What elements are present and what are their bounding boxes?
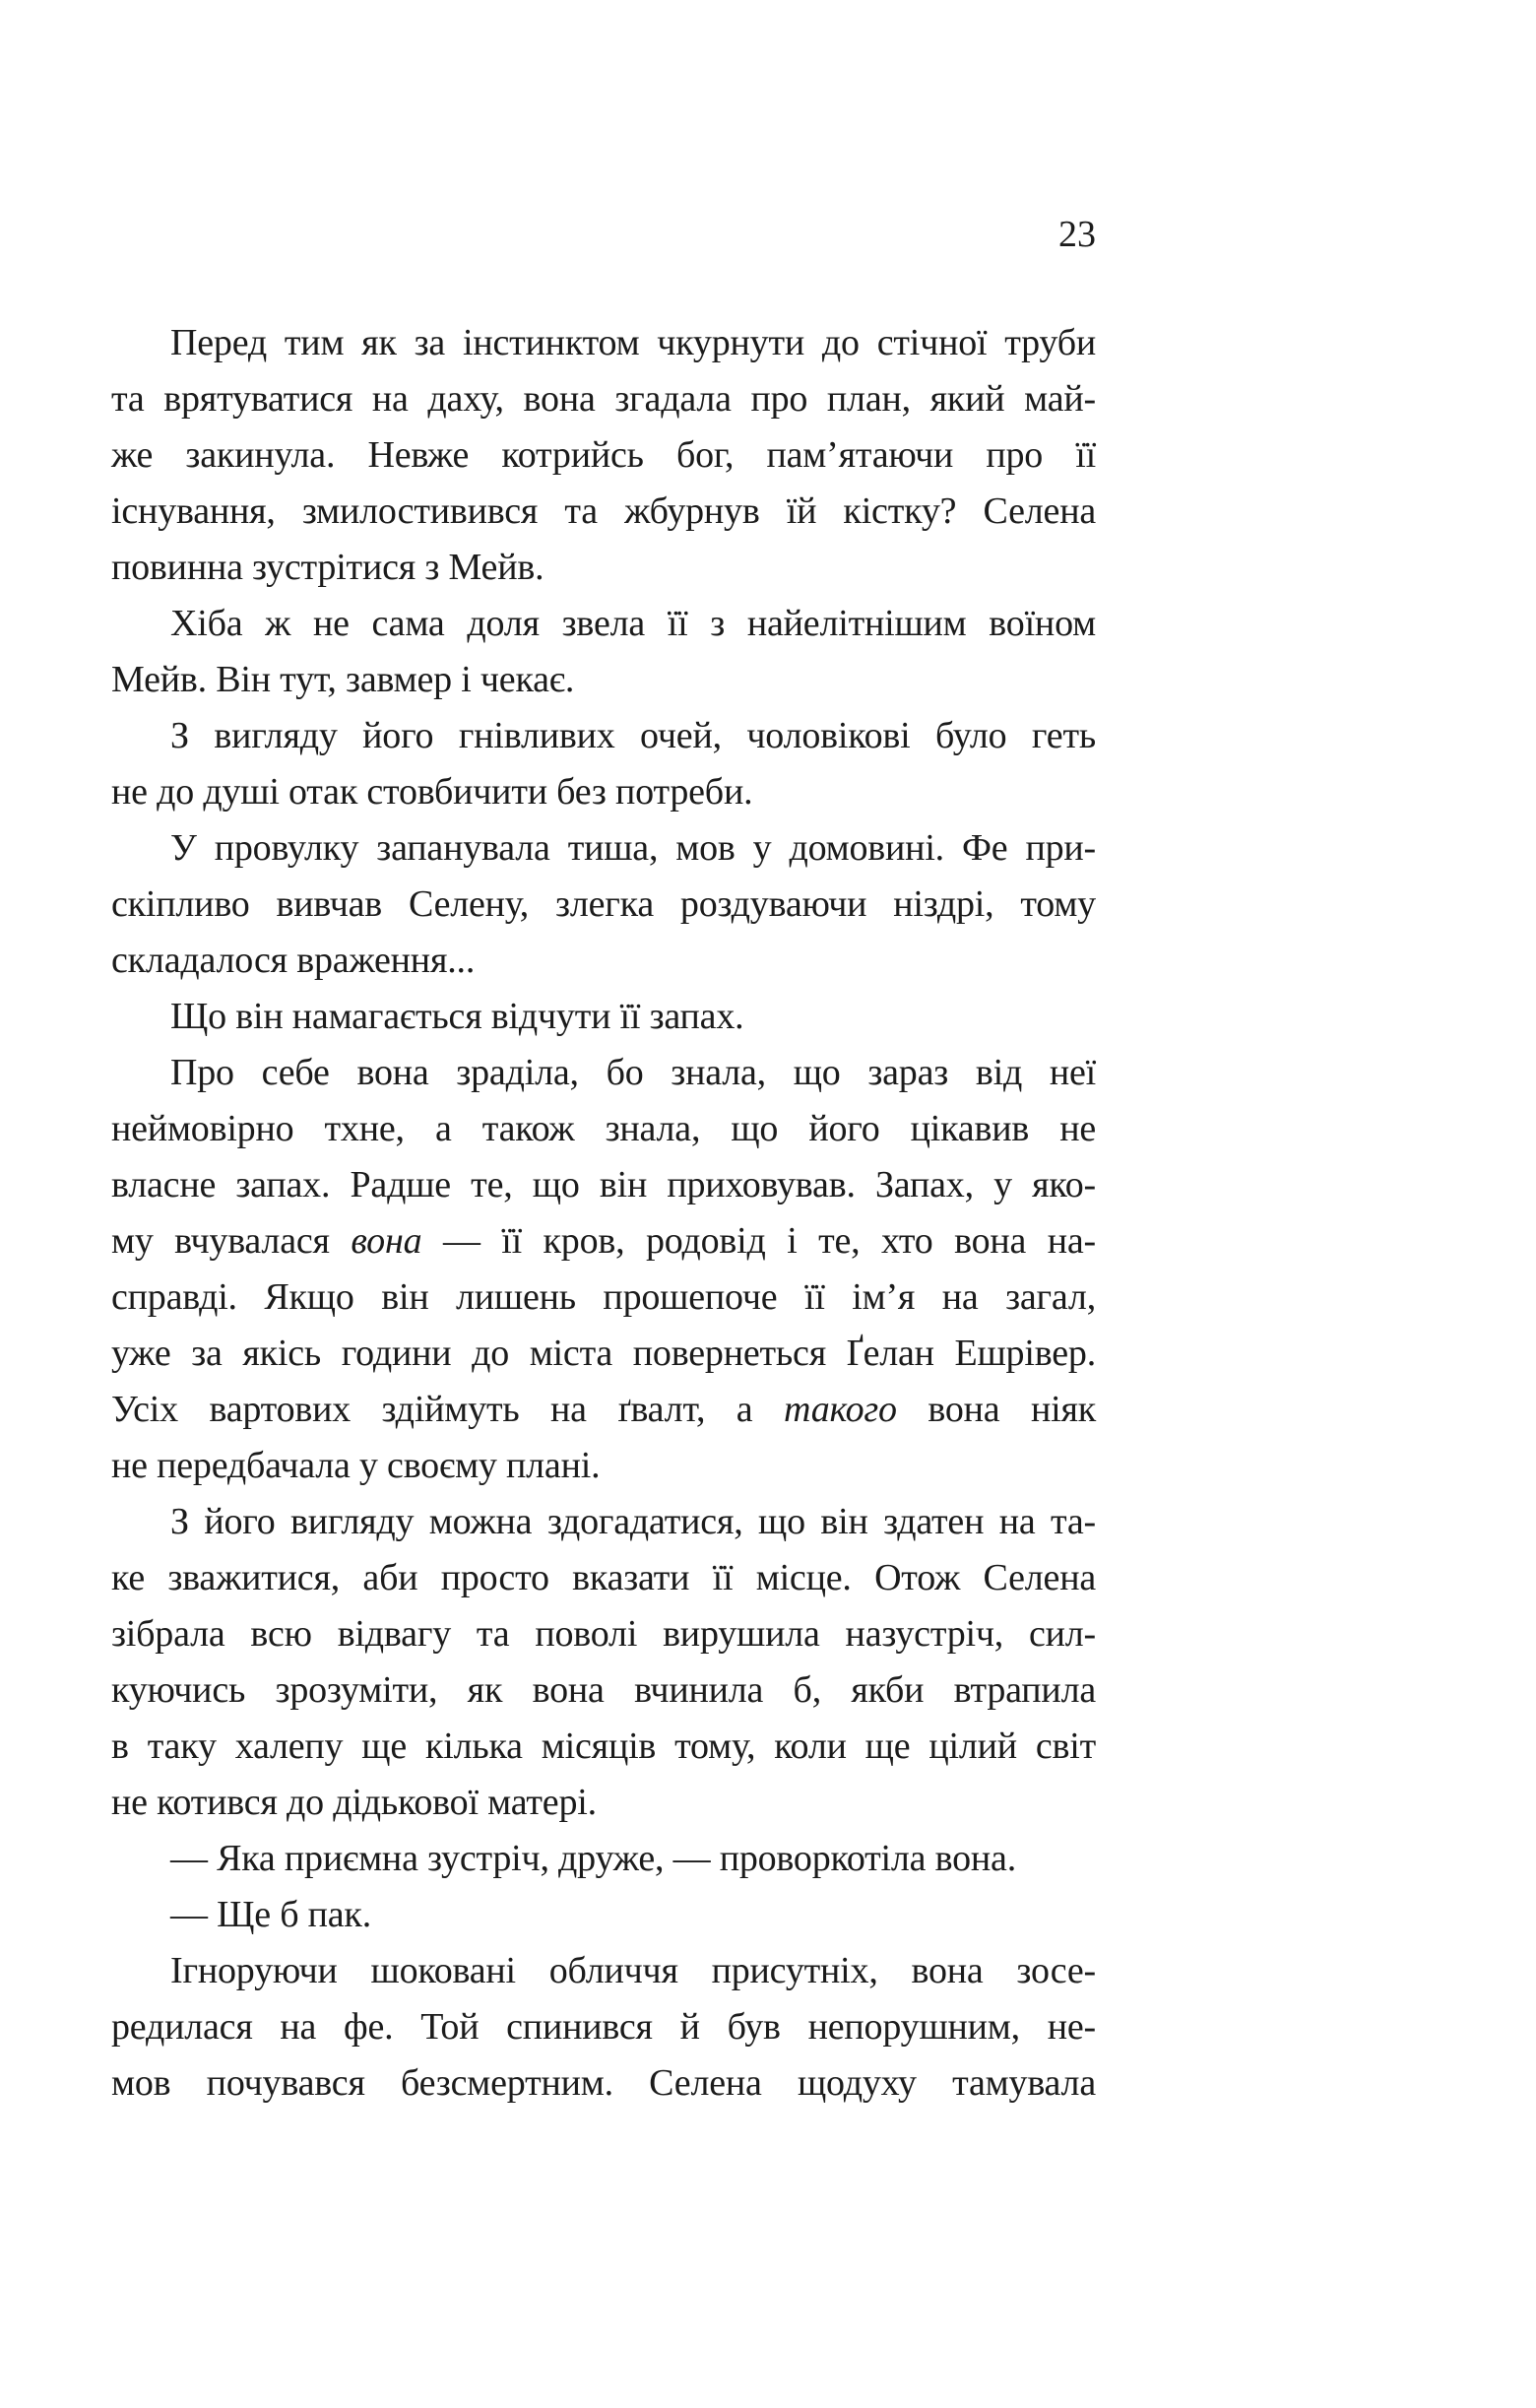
body-text — [111, 315, 1096, 2112]
text-segment: Усіх вартових здіймуть на ґвалт, а — [111, 1389, 784, 1430]
text-line: не передбачала у своєму плані. — [111, 1445, 601, 1486]
page-number: 23 — [1058, 214, 1096, 255]
text-segment: му вчувалася — [111, 1220, 352, 1262]
text-line: куючись зрозуміти, як вона вчинила б, якби втрапила — [111, 1669, 1096, 1711]
text-line: Перед тим як за інстинктом чкурнути до стічної труби — [170, 322, 1096, 363]
text-segment: — її кров, родовід і те, хто вона на- — [421, 1220, 1096, 1262]
text-line: З його вигляду можна здогадатися, що він здатен на та- — [170, 1501, 1096, 1542]
text-line — [111, 1382, 1096, 1438]
text-line: У провулку запанувала тиша, мов у домовині. Фе при- — [170, 827, 1096, 869]
text-line: існування, змилостивився та жбурнув їй кістку? Селена — [111, 490, 1096, 532]
text-line: ке зважитися, аби просто вказати її місце. Отож Селена — [111, 1557, 1096, 1598]
text-line: зібрала всю відвагу та поволі вирушила назустріч, сил- — [111, 1613, 1096, 1655]
text-line: же закинула. Невже котрийсь бог, пам’ятаючи про її — [111, 434, 1096, 476]
text-line: мов почувався безсмертним. Селена щодуху тамувала — [111, 2062, 1096, 2104]
text-segment: вона ніяк — [896, 1389, 1096, 1430]
text-line: не до душі отак стовбичити без потреби. — [111, 771, 753, 813]
text-line: скіпливо вивчав Селену, злегка роздуваючи ніздрі, тому — [111, 883, 1096, 925]
text-line: Хіба ж не сама доля звела її з найелітнішим воїном — [170, 603, 1096, 644]
text-line: повинна зустрітися з Мейв. — [111, 547, 544, 588]
text-line: та врятуватися на даху, вона згадала про план, який май- — [111, 378, 1096, 420]
text-line: Ігноруючи шоковані обличчя присутніх, вона зосе- — [170, 1950, 1096, 1991]
text-line: неймовірно тхне, а також знала, що його цікавив не — [111, 1108, 1096, 1149]
text-segment-italic: такого — [783, 1389, 897, 1430]
text-line: в таку халепу ще кілька місяців тому, коли ще цілий світ — [111, 1725, 1096, 1767]
text-line: — Яка приємна зустріч, друже, — проворкотіла вона. — [170, 1838, 1017, 1879]
text-line: складалося враження... — [111, 940, 476, 981]
text-line — [111, 1213, 1096, 1269]
text-segment-italic: вона — [351, 1220, 422, 1262]
text-line: З вигляду його гнівливих очей, чоловікові було геть — [170, 715, 1096, 756]
text-line: редилася на фе. Той спинився й був непорушним, не- — [111, 2006, 1096, 2048]
text-line: Про себе вона зраділа, бо знала, що зараз від неї — [170, 1052, 1096, 1093]
text-line: — Ще б пак. — [170, 1894, 371, 1935]
text-line: власне запах. Радше те, що він приховував. Запах, у яко- — [111, 1164, 1096, 1205]
text-line: Що він намагається відчути її запах. — [170, 996, 744, 1037]
text-line: не котився до дідькової матері. — [111, 1782, 597, 1823]
text-line: уже за якісь години до міста повернеться Ґелан Ешрівер. — [111, 1333, 1096, 1374]
text-line: справді. Якщо він лишень прошепоче її ім’я на загал, — [111, 1276, 1096, 1318]
text-line: Мейв. Він тут, завмер і чекає. — [111, 659, 575, 700]
